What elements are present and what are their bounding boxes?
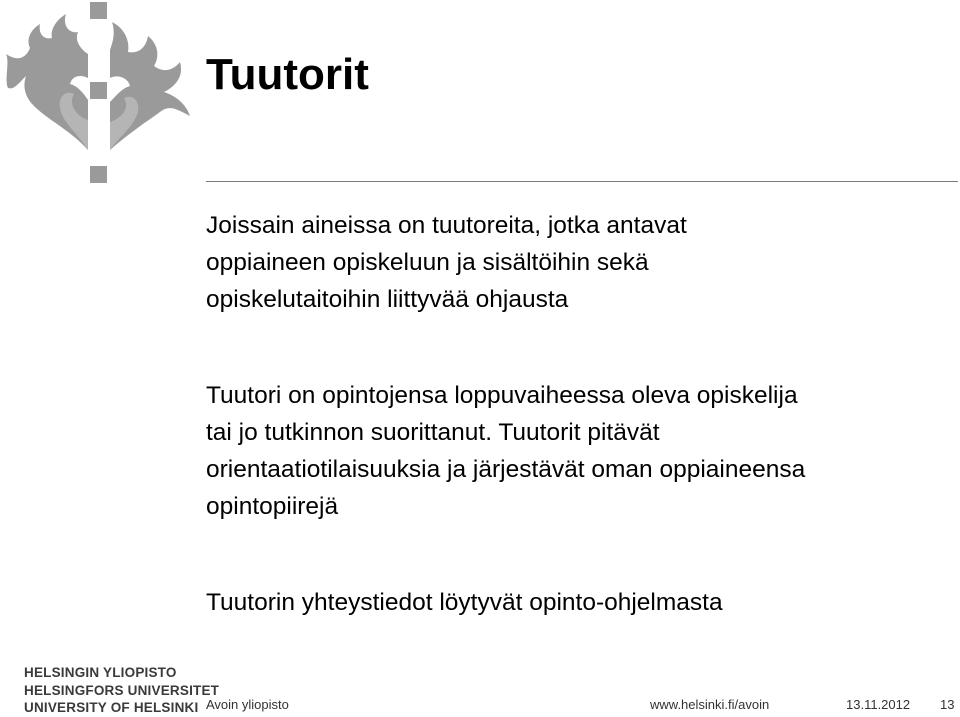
slide-title: Tuutorit [206, 50, 369, 99]
university-name-block [24, 664, 219, 717]
footer-page-number: 13 [940, 697, 955, 712]
text-line: Tuutori on opintojensa loppuvaiheessa oleva opiskelija [206, 382, 798, 409]
text-line: Joissain aineissa on tuutoreita, jotka antavat [206, 212, 687, 239]
text-line: opintopiirejä [206, 493, 339, 520]
university-name-finnish: HELSINGIN YLIOPISTO [24, 665, 177, 680]
university-name-english: UNIVERSITY OF HELSINKI [24, 700, 199, 715]
university-torch-logo-icon [0, 0, 200, 190]
paragraph-tutor-definition [206, 377, 958, 525]
text-line: opiskelutaitoihin liittyvää ohjausta [206, 286, 569, 313]
text-line: orientaatiotilaisuuksia ja järjestävät oman oppiaineensa [206, 456, 806, 483]
footer-unit: Avoin yliopisto [206, 697, 289, 712]
paragraph-tutor-contacts [206, 584, 958, 621]
title-divider [206, 181, 958, 182]
university-name-swedish: HELSINGFORS UNIVERSITET [24, 682, 220, 698]
paragraph-tutor-guidance [206, 207, 926, 318]
footer-date: 13.11.2012 [846, 697, 911, 712]
text-line: Tuutorin yhteystiedot löytyvät opinto-ohjelmasta [206, 589, 723, 616]
text-line: tai jo tutkinnon suorittanut. Tuutorit pitävät [206, 419, 660, 446]
text-line: oppiaineen opiskeluun ja sisältöihin sekä [206, 249, 649, 276]
footer-url: www.helsinki.fi/avoin [650, 697, 770, 712]
